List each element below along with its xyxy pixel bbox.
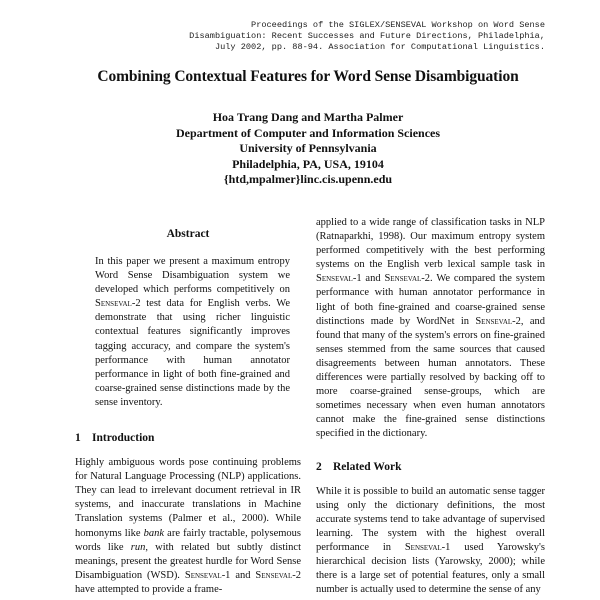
section-number: 2 xyxy=(316,460,322,473)
related-text-2: -1 used Yarowsky's hierarchical decision lists (Yarowsky, 2000); while there is a large set of potential features, only a small number is actually used to determine the sense of any xyxy=(316,541,545,596)
section-heading-related-work xyxy=(316,461,545,473)
senseval-term: Senseval xyxy=(384,273,422,285)
proceedings-line-2: Disambiguation: Recent Successes and Future Directions, Philadelphia, xyxy=(189,31,545,41)
section-title: Introduction xyxy=(92,432,155,445)
abstract-text xyxy=(95,255,290,410)
intro-text-5: -2 have attempted to provide a frame- xyxy=(75,569,301,595)
senseval-term: Senseval xyxy=(316,273,353,285)
paper-title: Combining Contextual Features for Word Sense Disambiguation xyxy=(97,68,519,85)
senseval-term: Senseval xyxy=(95,298,132,310)
abstract-text-part-1: In this paper we present a maximum entropy Word Sense Disambiguation system we developed which performs competitively on xyxy=(95,256,290,296)
right-column-paragraph xyxy=(316,216,545,442)
right-text-2: -1 and xyxy=(352,273,385,285)
senseval-term: Senseval xyxy=(184,569,222,581)
left-column xyxy=(75,228,301,597)
author-names: Hoa Trang Dang and Martha Palmer xyxy=(212,110,404,124)
author-block xyxy=(0,110,600,188)
intro-text-4: -1 and xyxy=(221,569,256,581)
intro-text-1: Highly ambiguous words pose continuing problems for Natural Language Processing (NLP) applications. They can lead to irrelevant document retrieval in IR systems, and inaccurate translations in Machine Translation systems (Palmer et al., 2000). While homonyms like xyxy=(75,457,301,539)
author-university: University of Pennsylvania xyxy=(239,141,377,156)
section-title: Related Work xyxy=(333,460,402,473)
author-department: Department of Computer and Information Sciences xyxy=(175,125,441,140)
abstract-text-part-2: -2 test data for English verbs. We demonstrate that using richer linguistic contextual features significantly improves tagging accuracy, and compare the system's performance with human annotator performance in light of both fine-grained and coarse-grained sense distinctions made by the sense inventory. xyxy=(95,298,290,408)
introduction-paragraph xyxy=(75,456,301,597)
section-number: 1 xyxy=(75,432,81,445)
author-location: Philadelphia, PA, USA, 19104 xyxy=(232,156,384,171)
author-email: {htd,mpalmer}linc.cis.upenn.edu xyxy=(223,172,393,187)
proceedings-citation xyxy=(150,20,545,53)
right-text-3: -2. We compared the system performance with human annotator performance in light of both fine-grained and coarse-grained sense distinctions made by WordNet in xyxy=(316,273,545,327)
proceedings-line-3: July 2002, pp. 88-94. Association for Computational Linguistics. xyxy=(214,42,545,52)
right-text-4: -2, and found that many of the system's errors on fine-grained senses stemmed from the same sources that caused disagreements between human annotators. These differences were partially resolved by backing off to more coarse-grained sense-groups, which are sometimes necessary when even human annotators cannot make the fine-grained sense distinctions specified in the dictionary. xyxy=(316,315,545,440)
right-text-1: applied to a wide range of classification tasks in NLP (Ratnaparkhi, 1998). Our maximum entropy system performed competitively with the best performing systems on the English verb lexical sample task in xyxy=(316,217,545,271)
right-column xyxy=(316,217,545,597)
senseval-term: Senseval xyxy=(255,569,293,581)
related-text-1: While it is possible to build an automatic sense tagger using only the dictionary definitions, the most accurate systems tend to take advantage of supervised learning. The system with the highest overall performance in xyxy=(316,485,545,553)
senseval-term: Senseval xyxy=(475,315,513,327)
example-word-bank: bank xyxy=(143,527,165,539)
intro-text-3: , with related but subtly distinct meanings, present the greatest hurdle for Word Sense Disambiguation (WSD). xyxy=(75,541,301,581)
related-work-paragraph xyxy=(316,485,545,598)
intro-text-2: are fairly tractable, polysemous words like xyxy=(75,527,301,553)
senseval-term: Senseval xyxy=(404,541,442,553)
abstract-heading: Abstract xyxy=(166,228,210,240)
section-heading-introduction xyxy=(75,432,301,444)
proceedings-line-1: Proceedings of the SIGLEX/SENSEVAL Workshop on Word Sense xyxy=(251,20,545,30)
example-word-run: run xyxy=(130,541,146,553)
